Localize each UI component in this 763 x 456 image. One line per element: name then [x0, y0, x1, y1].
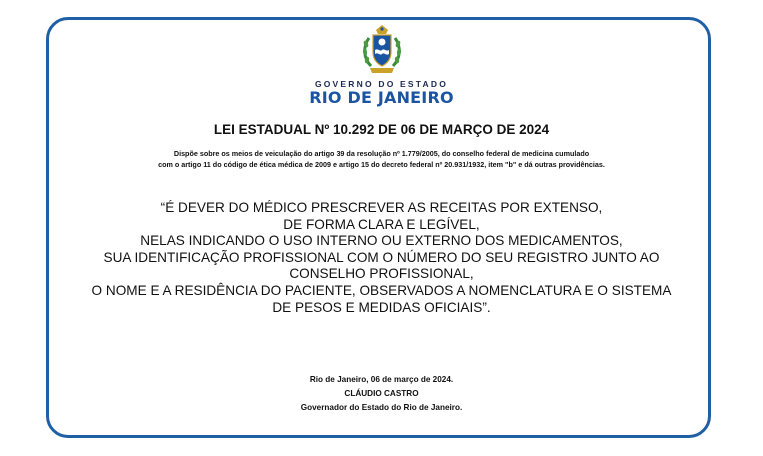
quote-line: CONSELHO PROFISSIONAL, — [289, 266, 474, 282]
signature-name: CLÁUDIO CASTRO — [344, 389, 419, 398]
coat-of-arms-icon — [360, 24, 404, 76]
quote-line: NELAS INDICANDO O USO INTERNO OU EXTERNO DOS MEDICAMENTOS, — [140, 233, 623, 249]
government-label: GOVERNO DO ESTADO — [314, 79, 449, 89]
quote-line: SUA IDENTIFICAÇÃO PROFISSIONAL COM O NÚMERO DO SEU REGISTRO JUNTO AO — [103, 249, 660, 265]
subtitle-line: Dispõe sobre os meios de veiculação do artigo 39 da resolução nº 1.779/2005, do conselho federal de medicina cumulado — [173, 149, 590, 158]
signature-block — [0, 373, 763, 415]
law-title: LEI ESTADUAL Nº 10.292 DE 06 DE MARÇO DE 2024 — [213, 122, 550, 137]
quote-line: O NOME E A RESIDÊNCIA DO PACIENTE, OBSERVADOS A NOMENCLATURA E O SISTEMA — [91, 282, 672, 298]
state-name: RIO DE JANEIRO — [309, 88, 454, 107]
law-subtitle — [0, 148, 763, 170]
signature-date: Rio de Janeiro, 06 de março de 2024. — [309, 375, 454, 384]
subtitle-line: com o artigo 11 do código de ética médica de 2009 e artigo 15 do decreto federal nº 20.931/1932, item "b" e dá outras providências. — [158, 160, 605, 169]
quote-line: DE FORMA CLARA E LEGÍVEL, — [283, 216, 480, 232]
quote-line: DE PESOS E MEDIDAS OFICIAIS”. — [272, 299, 491, 315]
quote-line: “É DEVER DO MÉDICO PRESCREVER AS RECEITAS POR EXTENSO, — [160, 200, 603, 215]
signature-role: Governador do Estado do Rio de Janeiro. — [300, 403, 463, 412]
law-quote — [0, 200, 763, 316]
government-logo — [0, 24, 763, 106]
